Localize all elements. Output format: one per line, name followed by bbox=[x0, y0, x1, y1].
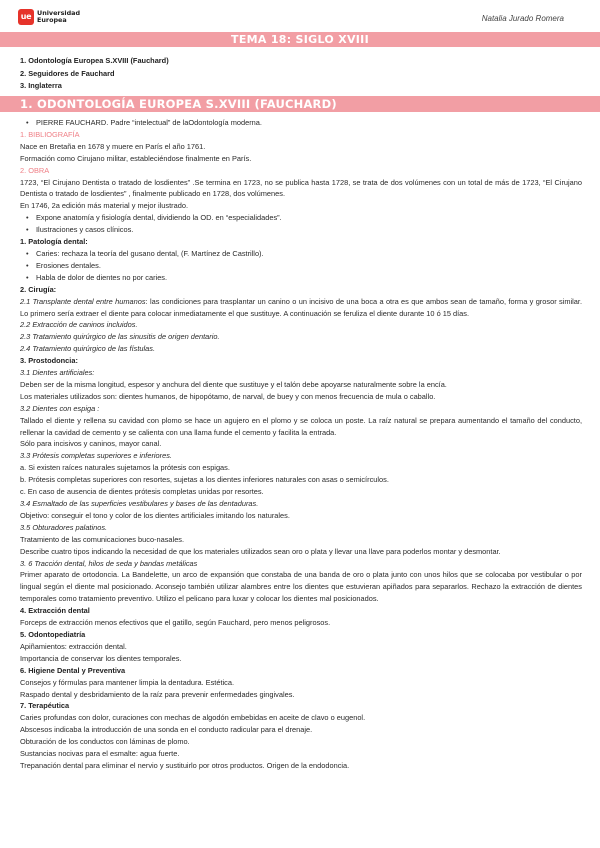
paragraph: Raspado dental y desbridamiento de la raíz para prevenir enfermedades gingivales. bbox=[20, 689, 295, 699]
topic-heading: 4. Extracción dental bbox=[20, 606, 90, 616]
toc-item: 1. Odontología Europea S.XVIII (Fauchard) bbox=[20, 56, 169, 65]
paragraph bbox=[20, 296, 582, 320]
paragraph: Describe cuatro tipos indicando la necesidad de que los materiales utilizados sean oro o plata y llevar una llave para poderlos montar y desmontar. bbox=[20, 546, 501, 556]
paragraph: Sustancias nocivas para el esmalte: agua fuerte. bbox=[20, 749, 180, 759]
paragraph: a. Si existen raíces naturales sujetamos la prótesis con espigas. bbox=[20, 463, 230, 473]
toc-item: 3. Inglaterra bbox=[20, 81, 62, 90]
paragraph: Forceps de extracción menos efectivos que el gatillo, según Fauchard, pero menos peligrosos. bbox=[20, 618, 331, 628]
topic-heading: 6. Higiene Dental y Preventiva bbox=[20, 665, 126, 675]
document-body bbox=[20, 117, 582, 772]
paragraph: Apiñamientos: extracción dental. bbox=[20, 641, 127, 651]
paragraph: 2.3 Tratamiento quirúrgico de las sinusitis de origen dentario. bbox=[20, 332, 220, 342]
table-of-contents bbox=[20, 55, 169, 93]
inline-label: 2.1 Transplante dental entre humanos bbox=[20, 296, 146, 306]
paragraph: Primer aparato de ortodoncia. La Bandelette, un arco de expansión que constaba de una banda de oro o plata junto con unos hilos que se colocaba por vestibular o por lingual según el diente mal posicionado. Aconsejo también utilizar alambres entre los dientes que estuvieran apiñados para separarlos. Rechazo la extracción de dientes temporales como tratamiento preventivo. Utilizo el pelicano para luxar y colocar los dientes mal posicionados. bbox=[20, 570, 582, 604]
toc-item: 2. Seguidores de Fauchard bbox=[20, 68, 115, 78]
paragraph: Sólo para incisivos y caninos, mayor canal. bbox=[20, 439, 162, 449]
list-item: • PIERRE FAUCHARD. Padre “intelectual” de laOdontología moderna. bbox=[20, 117, 582, 129]
logo-text bbox=[37, 10, 80, 24]
paragraph: Formación como Cirujano militar, estableciéndose finalmente en París. bbox=[20, 153, 252, 163]
paragraph: 3.4 Esmaltado de las superficies vestibulares y bases de las dentaduras. bbox=[20, 499, 259, 508]
paragraph: 2.2 Extracción de caninos incluidos. bbox=[20, 320, 138, 330]
paragraph: c. En caso de ausencia de dientes prótesis completas unidas por resortes. bbox=[20, 487, 264, 497]
paragraph: Nace en Bretaña en 1678 y muere en París el año 1761. bbox=[20, 141, 206, 151]
page-title: TEMA 18: SIGLO XVIII bbox=[0, 32, 600, 47]
logo-line-2: Europea bbox=[37, 16, 67, 24]
paragraph: 3.2 Dientes con espiga : bbox=[20, 403, 100, 413]
paragraph: Abscesos indicaba la introducción de una sonda en el conducto radicular para el drenaje. bbox=[20, 725, 313, 735]
paragraph: Importancia de conservar los dientes temporales. bbox=[20, 653, 182, 663]
paragraph: Deben ser de la misma longitud, espesor y anchura del diente que sustituye y el talón debe apoyarse naturalmente sobre la encía. bbox=[20, 379, 447, 389]
paragraph: Tratamiento de las comunicaciones buco-nasales. bbox=[20, 534, 185, 544]
paragraph: 3. 6 Tracción dental, hilos de seda y bandas metálicas bbox=[20, 558, 198, 568]
subsection-heading: 1. BIBLIOGRAFÍA bbox=[20, 129, 80, 139]
list-item: • Caries: rechaza la teoría del gusano dental, (F. Martínez de Castrillo). bbox=[20, 248, 582, 260]
list-item: • Erosiones dentales. bbox=[20, 260, 582, 272]
logo-line-1: Universidad bbox=[37, 9, 81, 17]
inline-text: : las condiciones para trasplantar un canino o un incisivo de una boca a otra es que ambos sean de tamaño, forma y grosor similar. Lo primero sería extraer el diente para colocar inmediatamente el que sustituye. A continuación se feruliza el diente durante 10 ó 15 días. bbox=[20, 296, 582, 318]
university-logo bbox=[18, 9, 80, 25]
topic-heading: 7. Terapéutica bbox=[20, 701, 70, 711]
topic-heading: 3. Prostodoncia: bbox=[20, 356, 78, 366]
paragraph: 3.1 Dientes artificiales: bbox=[20, 368, 95, 378]
paragraph: En 1746, 2a edición más material y mejor ilustrado. bbox=[20, 201, 189, 211]
paragraph: Los materiales utilizados son: dientes humanos, de hipopótamo, de narval, de buey y con menos frecuencia de mula o caballo. bbox=[20, 391, 436, 401]
topic-heading: 2. Cirugía: bbox=[20, 284, 57, 294]
paragraph: Trepanación dental para eliminar el nervio y sustituirlo por otros productos. Origen de la endodoncia. bbox=[20, 760, 350, 770]
list-item: • Habla de dolor de dientes no por caries. bbox=[20, 272, 582, 284]
topic-heading: 1. Patología dental: bbox=[20, 237, 88, 247]
paragraph: 3.5 Obturadores palatinos. bbox=[20, 522, 108, 532]
topic-heading: 5. Odontopediatría bbox=[20, 629, 86, 639]
section-heading: 1. ODONTOLOGÍA EUROPEA S.XVIII (FAUCHARD) bbox=[0, 96, 600, 112]
paragraph: Consejos y fórmulas para mantener limpia la dentadura. Estética. bbox=[20, 677, 235, 687]
paragraph: Tallado el diente y rellena su cavidad con plomo se hace un agujero en el plomo y se coloca un poste. La raíz natural se prepara aumentando el tamaño del conducto, rellenar la cavidad de cemento y se calienta con una llama funde el cemento y facilita la entrada. bbox=[20, 415, 582, 437]
list-item: • Ilustraciones y casos clínicos. bbox=[20, 224, 582, 236]
paragraph: Caries profundas con dolor, curaciones con mechas de algodón embebidas en aceite de clavo o eugenol. bbox=[20, 713, 366, 723]
subsection-heading: 2. OBRA bbox=[20, 165, 50, 175]
paragraph: b. Prótesis completas superiores con resortes, sujetas a los dientes inferiores naturales con asas o semicírculos. bbox=[20, 475, 389, 485]
paragraph: 1723, “El Cirujano Dentista o tratado de losdientes” .Se termina en 1723, no se publica hasta 1728, se trata de dos volúmenes con un total de más de 1723, “El Cirujano Dentista o tratado de losdientes” , finalmente publicado en 1728, dos volúmenes. bbox=[20, 177, 582, 199]
logo-badge: ue bbox=[18, 9, 34, 25]
paragraph: Obturación de los conductos con láminas de plomo. bbox=[20, 737, 190, 747]
author-name: Natalia Jurado Romera bbox=[481, 14, 564, 23]
paragraph: 3.3 Prótesis completas superiores e inferiores. bbox=[20, 451, 172, 461]
page-header bbox=[0, 0, 600, 32]
paragraph: 2.4 Tratamiento quirúrgico de las fístulas. bbox=[20, 344, 156, 354]
list-item: • Expone anatomía y fisiología dental, dividiendo la OD. en “especialidades”. bbox=[20, 212, 582, 224]
paragraph: Objetivo: conseguir el tono y color de los dientes artificiales imitando los naturales. bbox=[20, 510, 290, 520]
